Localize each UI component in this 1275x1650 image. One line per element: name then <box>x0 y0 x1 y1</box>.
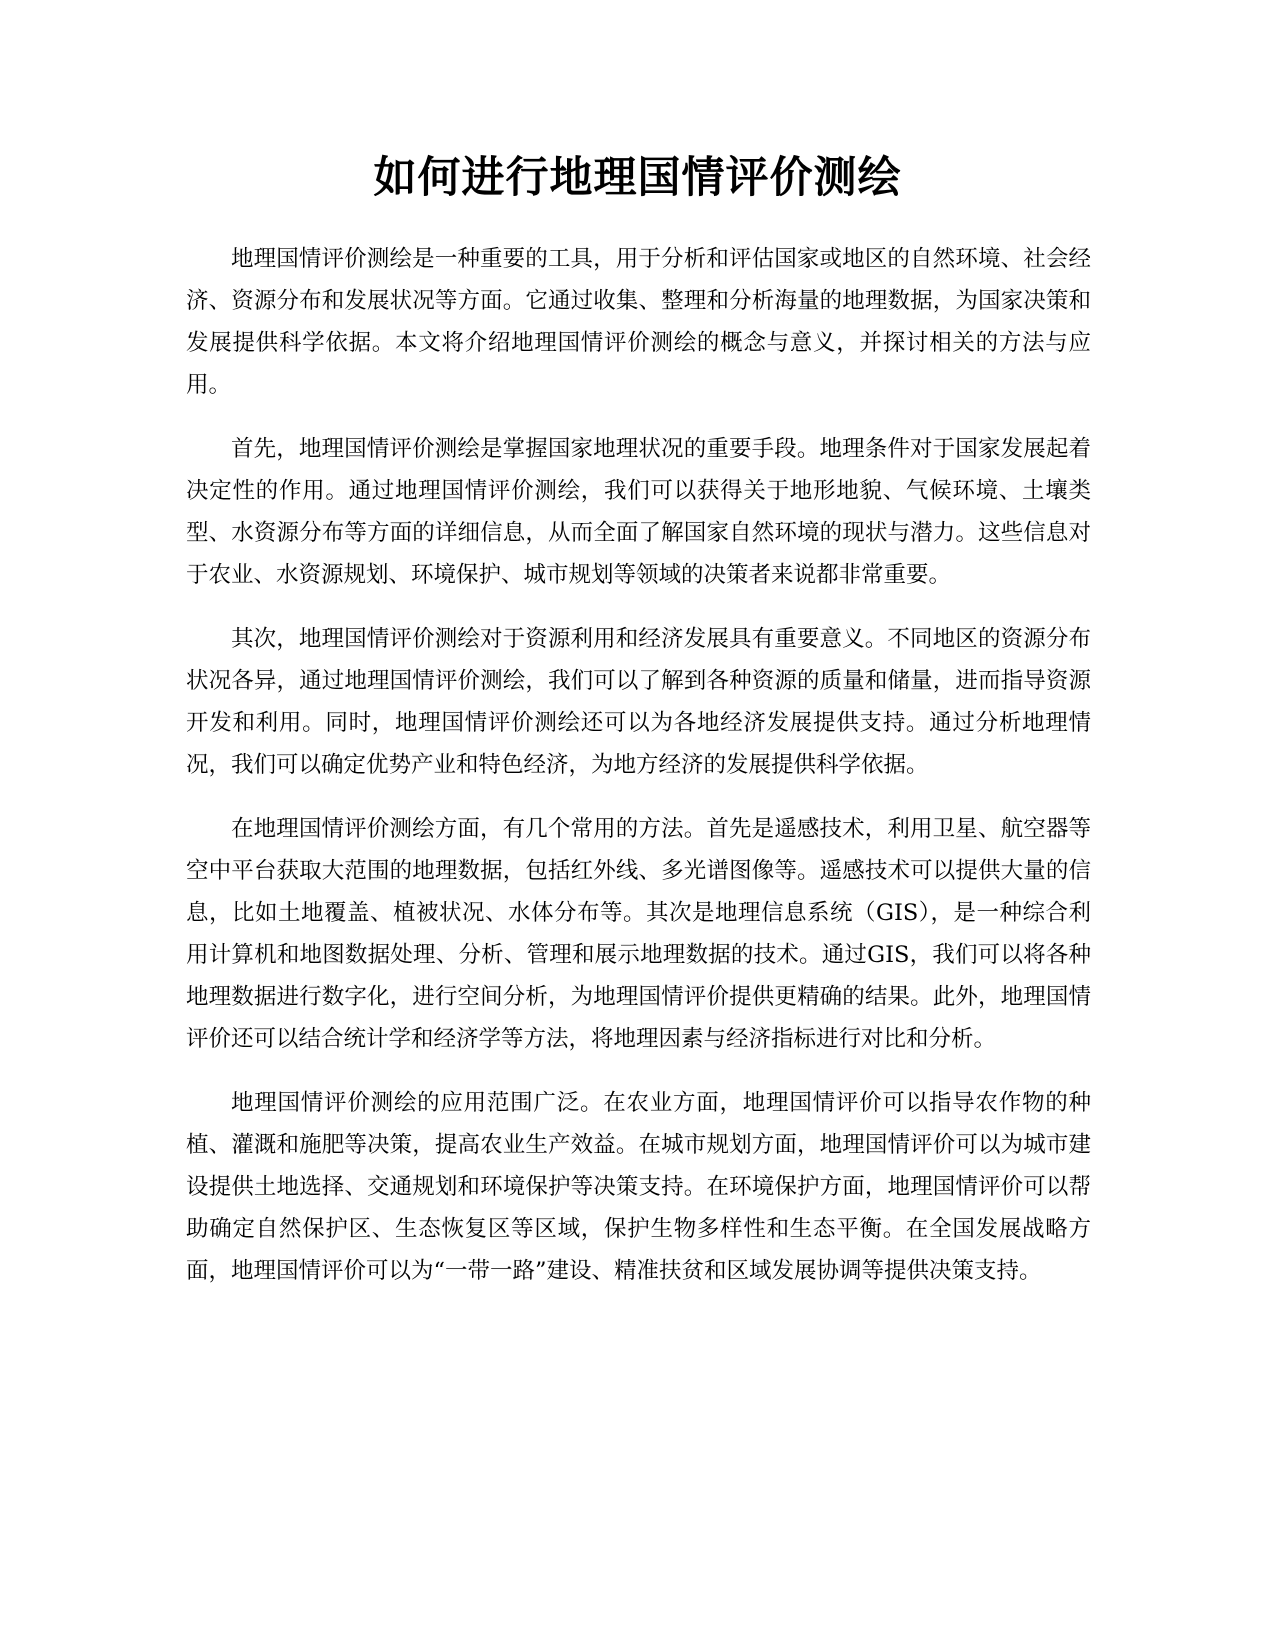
paragraph-1: 地理国情评价测绘是一种重要的工具，用于分析和评估国家或地区的自然环境、社会经济、资源分布和发展状况等方面。它通过收集、整理和分析海量的地理数据，为国家决策和发展提供科学依据。本文将介绍地理国情评价测绘的概念与意义，并探讨相关的方法与应用。 <box>186 246 1091 398</box>
paragraph-4: 在地理国情评价测绘方面，有几个常用的方法。首先是遥感技术，利用卫星、航空器等空中平台获取大范围的地理数据，包括红外线、多光谱图像等。遥感技术可以提供大量的信息，比如土地覆盖、植被状况、水体分布等。其次是地理信息系统（GIS），是一种综合利用计算机和地图数据处理、分析、管理和展示地理数据的技术。通过GIS，我们可以将各种地理数据进行数字化，进行空间分析，为地理国情评价提供更精确的结果。此外，地理国情评价还可以结合统计学和经济学等方法，将地理因素与经济指标进行对比和分析。 <box>186 816 1091 1052</box>
document-body <box>186 238 1091 1314</box>
document-title: 如何进行地理国情评价测绘 <box>373 153 902 203</box>
paragraph-2: 首先，地理国情评价测绘是掌握国家地理状况的重要手段。地理条件对于国家发展起着决定性的作用。通过地理国情评价测绘，我们可以获得关于地形地貌、气候环境、土壤类型、水资源分布等方面的详细信息，从而全面了解国家自然环境的现状与潜力。这些信息对于农业、水资源规划、环境保护、城市规划等领域的决策者来说都非常重要。 <box>186 436 1091 588</box>
paragraph-5: 地理国情评价测绘的应用范围广泛。在农业方面，地理国情评价可以指导农作物的种植、灌溉和施肥等决策，提高农业生产效益。在城市规划方面，地理国情评价可以为城市建设提供土地选择、交通规划和环境保护等决策支持。在环境保护方面，地理国情评价可以帮助确定自然保护区、生态恢复区等区域，保护生物多样性和生态平衡。在全国发展战略方面，地理国情评价可以为“一带一路”建设、精准扶贫和区域发展协调等提供决策支持。 <box>186 1090 1091 1284</box>
paragraph-3: 其次，地理国情评价测绘对于资源利用和经济发展具有重要意义。不同地区的资源分布状况各异，通过地理国情评价测绘，我们可以了解到各种资源的质量和储量，进而指导资源开发和利用。同时，地理国情评价测绘还可以为各地经济发展提供支持。通过分析地理情况，我们可以确定优势产业和特色经济，为地方经济的发展提供科学依据。 <box>186 626 1091 778</box>
